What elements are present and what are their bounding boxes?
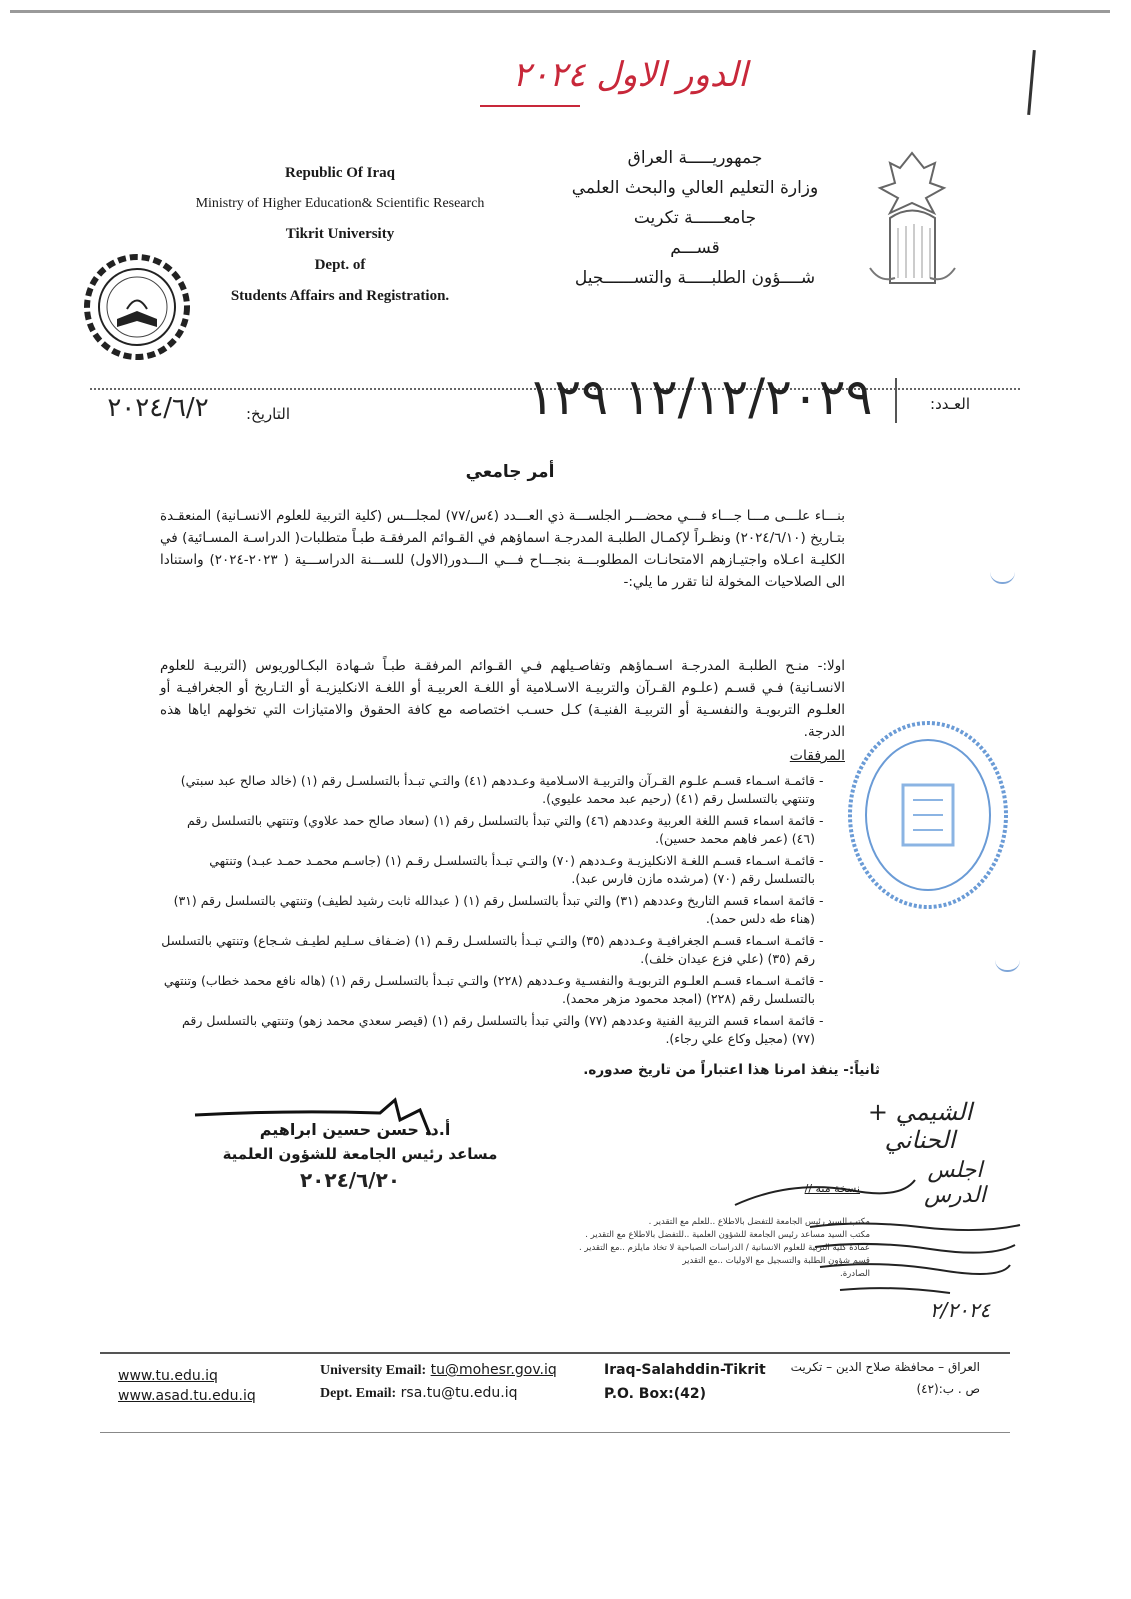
top-border xyxy=(10,10,1110,13)
footer-address-en xyxy=(604,1358,774,1406)
attachment-item: - قائمة اسماء قسم التاريخ وعددهم (٣١) والتي تبدأ بالتسلسل رقم (١) ( عبدالله ثابت رشيد لطيف) وتنتهي بالتسلسل رقم (٣١) (هناء طه دلس حمد). xyxy=(160,892,815,928)
ref-date-label: التاريخ: xyxy=(246,405,290,423)
footer-address-ar xyxy=(770,1356,980,1400)
annotation-underline xyxy=(480,105,580,107)
attachment-item: - قائمـة اسـماء قسـم العلـوم التربويـة والنفسـية وعـددهم (٢٢٨) والتـي تبـدأ بالتسلسـل رقم (١) (هاله نافع محمد خطاب) وتنتهي بالتسلسل رقم (٢٢٨) (امجد محمود مزهر محمد). xyxy=(160,972,815,1008)
handwritten-note: ٢/٢٠٢٤ xyxy=(929,1298,991,1322)
handwritten-scribbles-icon xyxy=(800,1215,1030,1305)
footer-web-links xyxy=(118,1368,298,1404)
signatory-name: أ.د. حسن حسين ابراهيم xyxy=(259,1120,451,1139)
attachment-item: - قائمة اسماء قسم اللغة العربية وعددهم (٤٦) والتي تبدأ بالتسلسل رقم (١) (سعاد صالح حمد علاوي) وتنتهي بالتسلسل رقم (٤٦) (عمر فاهم محمد حسين). xyxy=(160,812,815,848)
en-ministry: Ministry of Higher Education& Scientific Research xyxy=(195,196,485,211)
uni-email-label: University Email: xyxy=(320,1363,427,1378)
location-en: Iraq-Salahddin-Tikrit xyxy=(604,1362,766,1378)
ar-republic: جمهوريـــــة العراق xyxy=(627,148,763,168)
ref-date-value: ٢٠٢٤/٦/٢ xyxy=(107,393,209,423)
copies-label: نسخة منه // xyxy=(804,1182,860,1195)
order-second: ثانياً:- ينفذ امرنا هذا اعتباراً من تاريخ صدوره. xyxy=(583,1062,880,1078)
ministry-emblem-icon xyxy=(860,148,965,298)
ar-ministry: وزارة التعليم العالي والبحث العلمي xyxy=(571,178,819,198)
copy-item: عمادة كلية التربية للعلوم الانسانية / الدراسات الصباحية لا تخاذ مايلزم ..مع التقدير . xyxy=(578,1243,870,1253)
attachment-item: - قائمة اسماء قسم التربية الفنية وعددهم (٧٧) والتي تبدأ بالتسلسل رقم (١) (قيصر سعدي محمد زهو) وتنتهي بالتسلسل رقم (٧٧) (مجيل وكاع علي رجاء). xyxy=(160,1012,815,1048)
ar-dept: قســـم xyxy=(670,238,720,258)
ref-divider xyxy=(895,378,897,423)
copy-item: الصادرة. xyxy=(840,1269,870,1279)
page-title: أمر جامعي xyxy=(465,462,555,482)
signature-date: ٢٠٢٤/٦/٢٠ xyxy=(299,1168,401,1192)
ref-number-value: ١٢/١٢/٢٠٢٩ ١٢٩ xyxy=(527,368,873,426)
arabic-header xyxy=(520,148,870,288)
ref-number-label: العـدد: xyxy=(930,395,970,413)
round-annotation: الدور الاول ٢٠٢٤ xyxy=(512,55,748,95)
copy-item: قسم شؤون الطلبة والتسجيل مع الاوليات ..مع التقدير xyxy=(682,1256,870,1266)
ar-university: جامعــــــة تكريت xyxy=(633,208,757,228)
attachment-item: - قائمـة اسـماء قسـم اللغـة الانكليزيـة وعـددهم (٧٠) والتـي تبـدأ بالتسلسـل رقـم (١) (جاسـم محمـد حمـد عبـد) وتنتهي بالتسلسل رقم (٧٠) (مرشده مازن فارس عبد). xyxy=(160,852,815,888)
order-first: اولا:- منـح الطلبـة المدرجـة اسـماؤهم وتفاصـيلهم فـي القـوائم المرفقـة طبـاً شـهادة البكـالوريوس (التربيـة للعلوم الانسـانية) فـي قسـم (علـوم القـرآن والتربيـة الاسـلامية أو اللغـة العربيـة أو اللغـة الانكليزيـة أو التـاريخ أو الجغرافيـة أو العلـوم التربويـة والنفسـية أو التربيـة الفنيـة) كـل حسـب اختصاصه مع كافة الحقوق والامتيازات التي تخولهم اياها هذه الدرجة. xyxy=(160,658,845,740)
en-university: Tikrit University xyxy=(285,226,395,242)
attachments-label: المرفقات xyxy=(789,748,845,764)
handwritten-note: الشيمي + الحناني xyxy=(867,1098,973,1154)
english-header xyxy=(150,165,530,305)
handwritten-note: اجلس الدرس xyxy=(924,1158,986,1208)
official-stamp-icon xyxy=(843,715,1013,915)
footer-bottom-rule xyxy=(100,1432,1010,1433)
website-link[interactable]: www.asad.tu.edu.iq xyxy=(118,1388,256,1404)
en-dept: Dept. of xyxy=(314,257,366,273)
en-division: Students Affairs and Registration. xyxy=(230,288,450,304)
location-ar: العراق – محافظة صلاح الدين – تكريت xyxy=(790,1360,980,1374)
ar-division: شــــؤون الطلبـــــة والتســــــجيل xyxy=(574,268,816,288)
order-paragraph: بنـــاء علـــى مـــا جـــاء فـــي محضـــر الجلســـة ذي العـــدد (٤س/٧٧) لمجلـــس (كلية التربية للعلوم الانسـانية) المنعقـدة بتـاريخ (٢٠٢٤/٦/١٠) ونظـراً لإكمـال الطلبـة المدرجـة اسماؤهم في القـوائم المرفقـة طبـاً متطلبات( الدراسـة المسـائية) في الكليـة اعـلاه واجتيـازهم الامتحانـات المطلوبـــة بنجـــاح فـــي الـــدور(الاول) للســـنة الدراســـية ( ٢٠٢٣-٢٠٢٤) واستنادا الى الصلاحيات المخولة لنا تقرر ما يلي:- xyxy=(160,508,846,590)
footer-emails xyxy=(320,1362,610,1402)
signatory-title: مساعد رئيس الجامعة للشؤون العلمية xyxy=(222,1145,498,1163)
margin-hook xyxy=(990,570,1015,584)
attachments-list xyxy=(160,772,835,1052)
attachment-item: - قائمـة اسـماء قسـم علـوم القـرآن والتربيـة الاسـلامية وعـددهم (٤١) والتـي تبـدأ بالتسلسـل رقم (١) (خالد صالح عبد سبتي) وتنتهي بالتسلسل رقم (٤١) (رحيم عبد محمد عليوي). xyxy=(160,772,815,808)
pobox-en: P.O. Box:(42) xyxy=(604,1386,706,1402)
attachment-item: - قائمـة اسـماء قسـم الجغرافيـة وعـددهم (٣٥) والتـي تبـدأ بالتسلسـل رقـم (١) (ضـفاف سـليم لطيـف شـجاع) وتنتهي بالتسلسل رقم (٣٥) (علي فزع عيدان خلف). xyxy=(160,932,815,968)
uni-email-link[interactable]: tu@mohesr.gov.iq xyxy=(430,1362,557,1378)
website-link[interactable]: www.tu.edu.iq xyxy=(118,1368,218,1384)
en-republic: Republic Of Iraq xyxy=(284,165,395,181)
dept-email-label: Dept. Email: xyxy=(320,1386,397,1401)
dept-email-link[interactable]: rsa.tu@tu.edu.iq xyxy=(400,1385,518,1401)
copy-item: مكتب السيد رئيس الجامعة للتفضل بالاطلاع ..للعلم مع التقدير . xyxy=(648,1217,870,1227)
copy-item: مكتب السيد مساعد رئيس الجامعة للشؤون العلمية ..للتفضل بالاطلاع مع التقدير . xyxy=(585,1230,870,1240)
university-seal-icon xyxy=(82,237,192,377)
right-margin-mark xyxy=(1027,50,1036,115)
margin-hook xyxy=(995,958,1020,972)
pobox-ar: ص . ب:(٤٢) xyxy=(916,1382,980,1396)
footer-divider xyxy=(100,1352,1010,1354)
